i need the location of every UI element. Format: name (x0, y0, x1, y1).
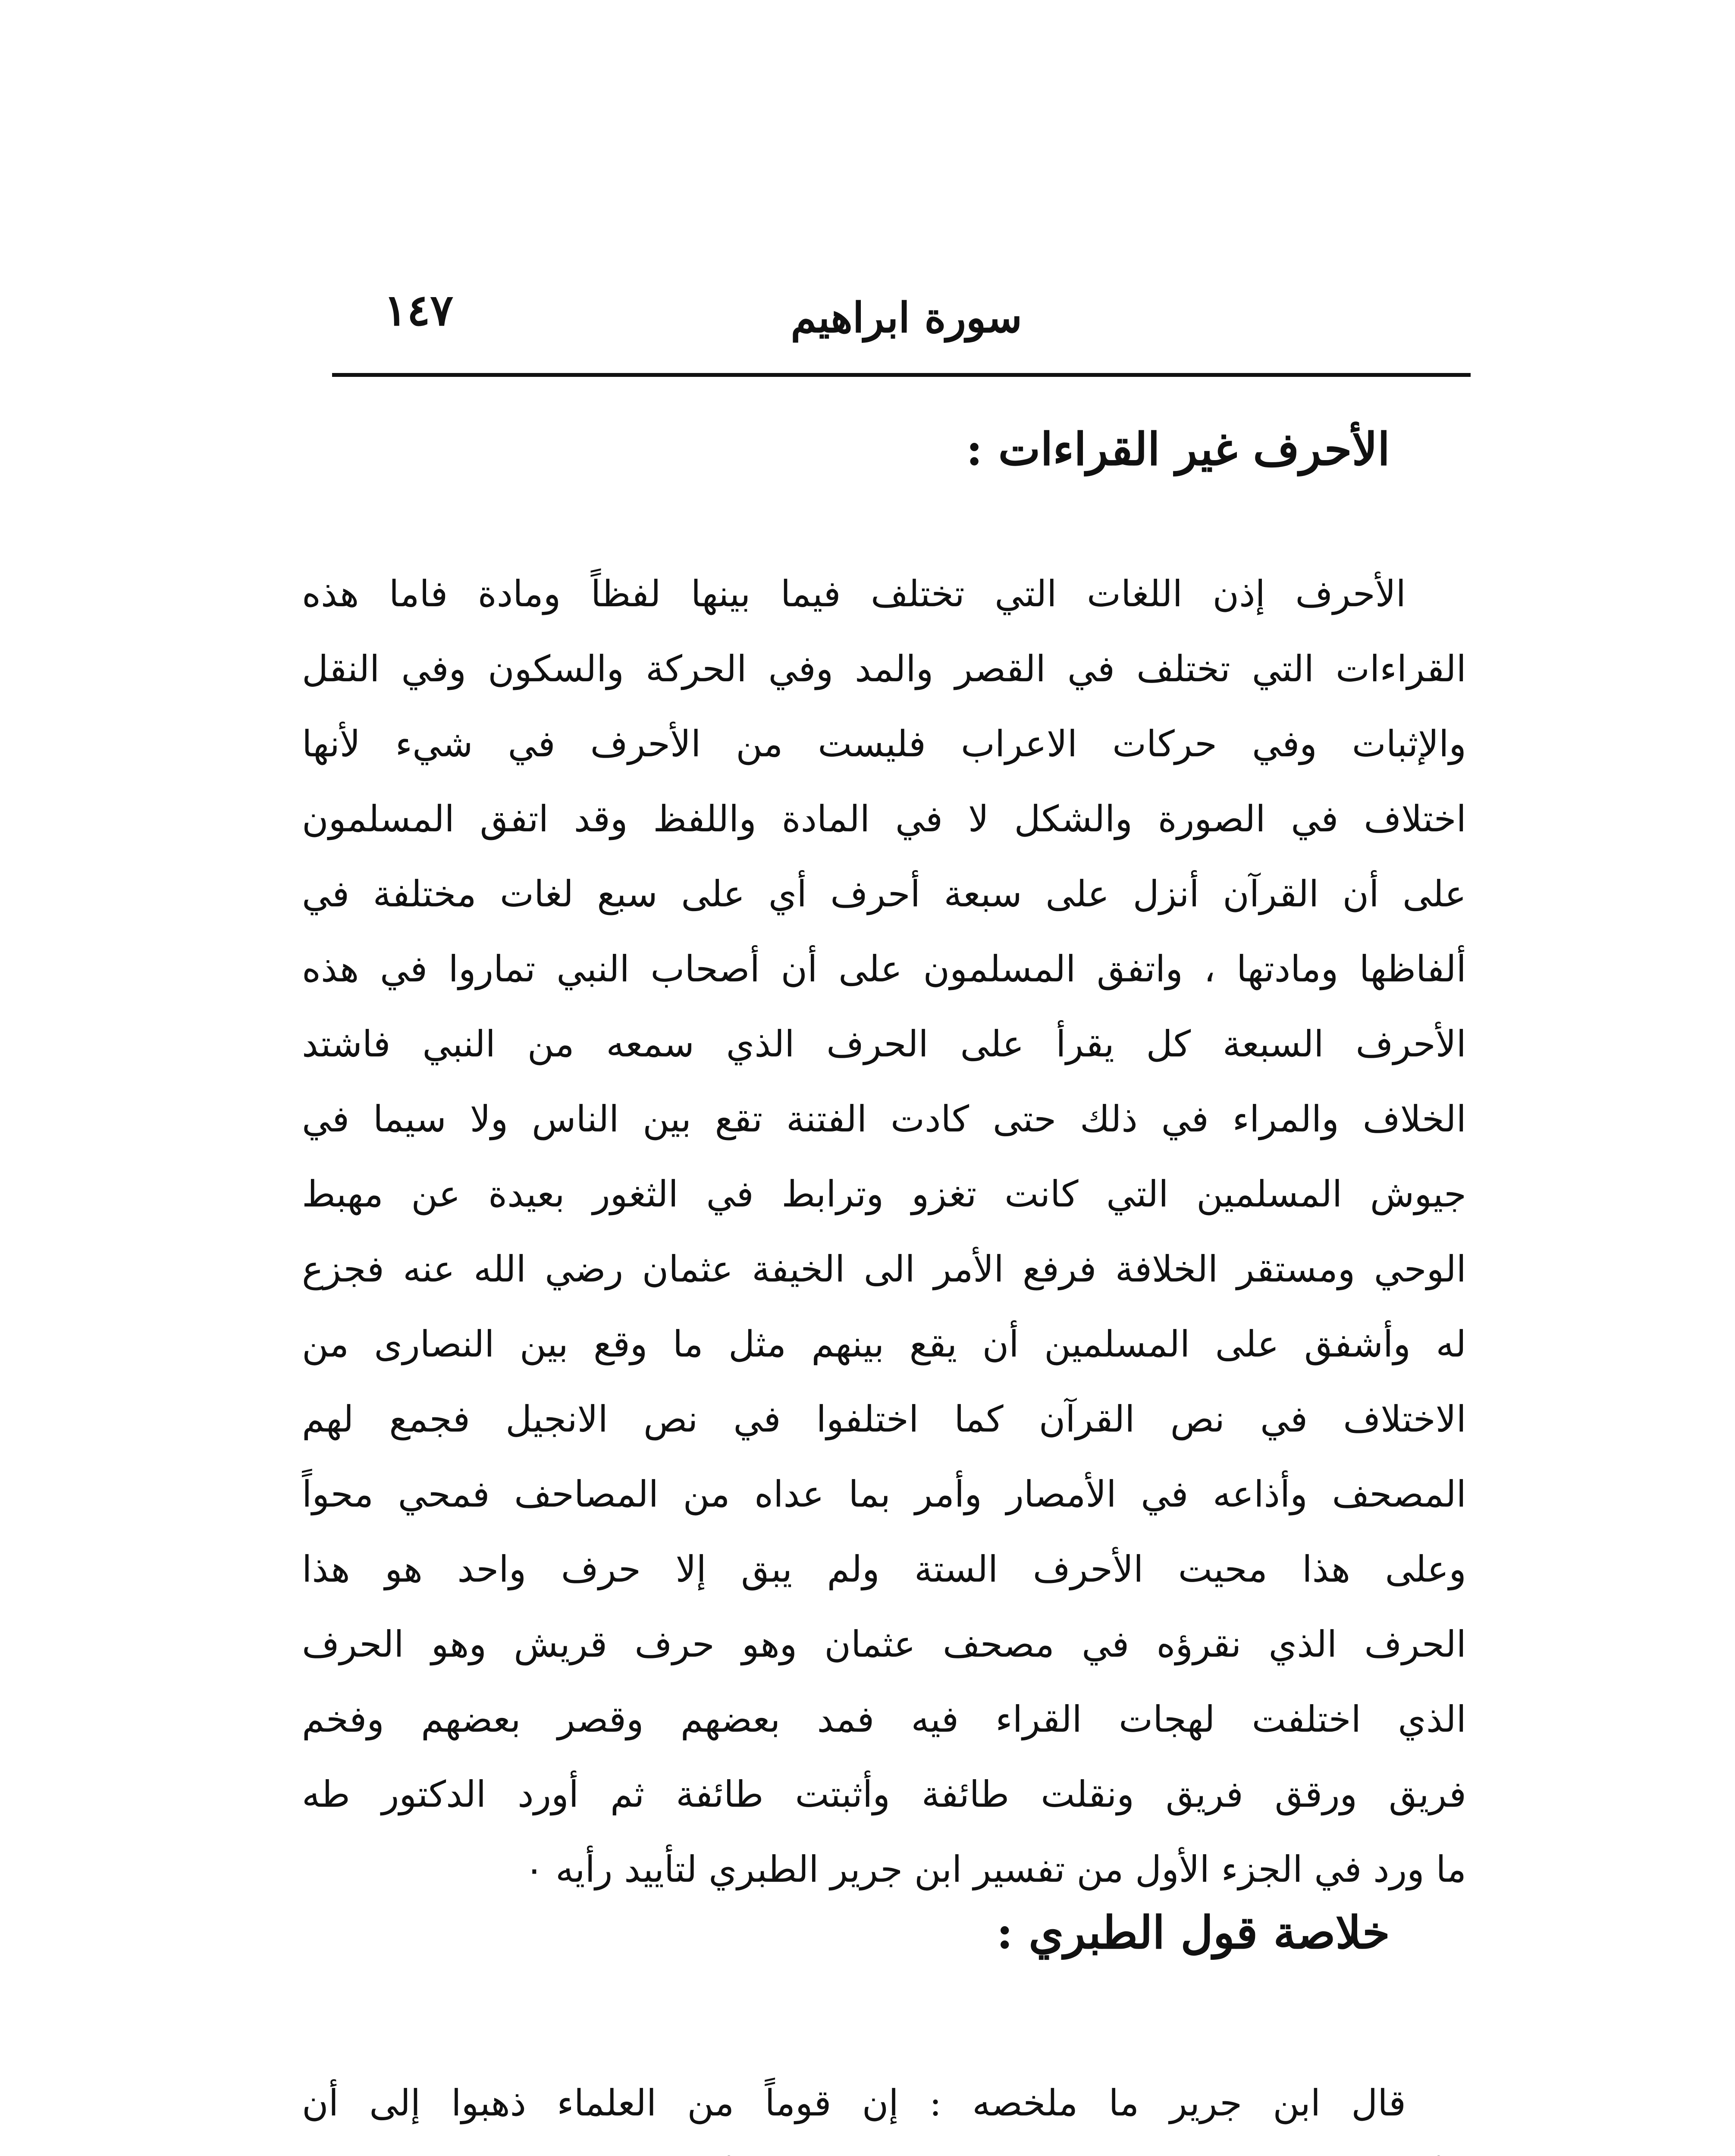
text-line: الحرف الذي نقرؤه في مصحف عثمان وهو حرف قريش وهو الحرف (302, 1623, 1466, 1665)
text-line: على أن القرآن أنزل على سبعة أحرف أي على سبع لغات مختلفة في (302, 873, 1466, 915)
page-header (332, 272, 1471, 379)
text-line: الاختلاف في نص القرآن كما اختلفوا في نص الانجيل فجمع لهم (302, 1398, 1466, 1440)
text-line: وعلى هذا محيت الأحرف الستة ولم يبق إلا حرف واحد هو هذا (302, 1548, 1466, 1590)
text-line: اختلاف في الصورة والشكل لا في المادة واللفظ وقد اتفق المسلمون (302, 798, 1466, 840)
text-line (302, 2140, 1466, 2156)
running-title: سورة ابراهيم (791, 293, 1022, 342)
text-line: قال ابن جرير ما ملخصه : إن قوماً من العلماء ذهبوا إلى أن (302, 2082, 1406, 2124)
text-line: الوحي ومستقر الخلافة فرفع الأمر الى الخيفة عثمان رضي الله عنه فجزع (302, 1248, 1466, 1290)
paragraph-letters (302, 556, 1466, 1907)
header-rule (332, 373, 1471, 377)
section-heading-letters-not-readings: الأحرف غير القراءات : (966, 423, 1390, 476)
text-line: والإثبات وفي حركات الاعراب فليست من الأحرف في شيء لأنها (302, 723, 1466, 765)
text-line: الخلاف والمراء في ذلك حتى كادت الفتنة تقع بين الناس ولا سيما في (302, 1098, 1466, 1140)
text-line: الأحرف السبعة كل يقرأ على الحرف الذي سمعه من النبي فاشتد (302, 1023, 1466, 1065)
text-line: الذي اختلفت لهجات القراء فيه فمد بعضهم وقصر بعضهم وفخم (302, 1698, 1466, 1740)
section-heading-tabari-summary: خلاصة قول الطبري : (996, 1906, 1390, 1959)
text-line: له وأشفق على المسلمين أن يقع بينهم مثل ما وقع بين النصارى من (302, 1323, 1466, 1365)
text-line: ما ورد في الجزء الأول من تفسير ابن جرير الطبري لتأييد رأيه ٠ (524, 1848, 1466, 1890)
text-line: ألفاظها ومادتها ، واتفق المسلمون على أن أصحاب النبي تماروا في هذه (302, 948, 1466, 990)
text-line: جيوش المسلمين التي كانت تغزو وترابط في الثغور بعيدة عن مهبط (302, 1173, 1466, 1215)
page-number: ١٤٧ (384, 285, 454, 335)
text-line: القراءات التي تختلف في القصر والمد وفي الحركة والسكون وفي النقل (302, 648, 1466, 690)
text-line: فريق ورقق فريق ونقلت طائفة وأثبتت طائفة ثم أورد الدكتور طه (302, 1773, 1466, 1815)
text-line: الأحرف إذن اللغات التي تختلف فيما بينها لفظاً ومادة فاما هذه (302, 573, 1406, 615)
paragraph-tabari (302, 2065, 1466, 2156)
text-line: المصحف وأذاعه في الأمصار وأمر بما عداه من المصاحف فمحي محواً (302, 1473, 1466, 1515)
